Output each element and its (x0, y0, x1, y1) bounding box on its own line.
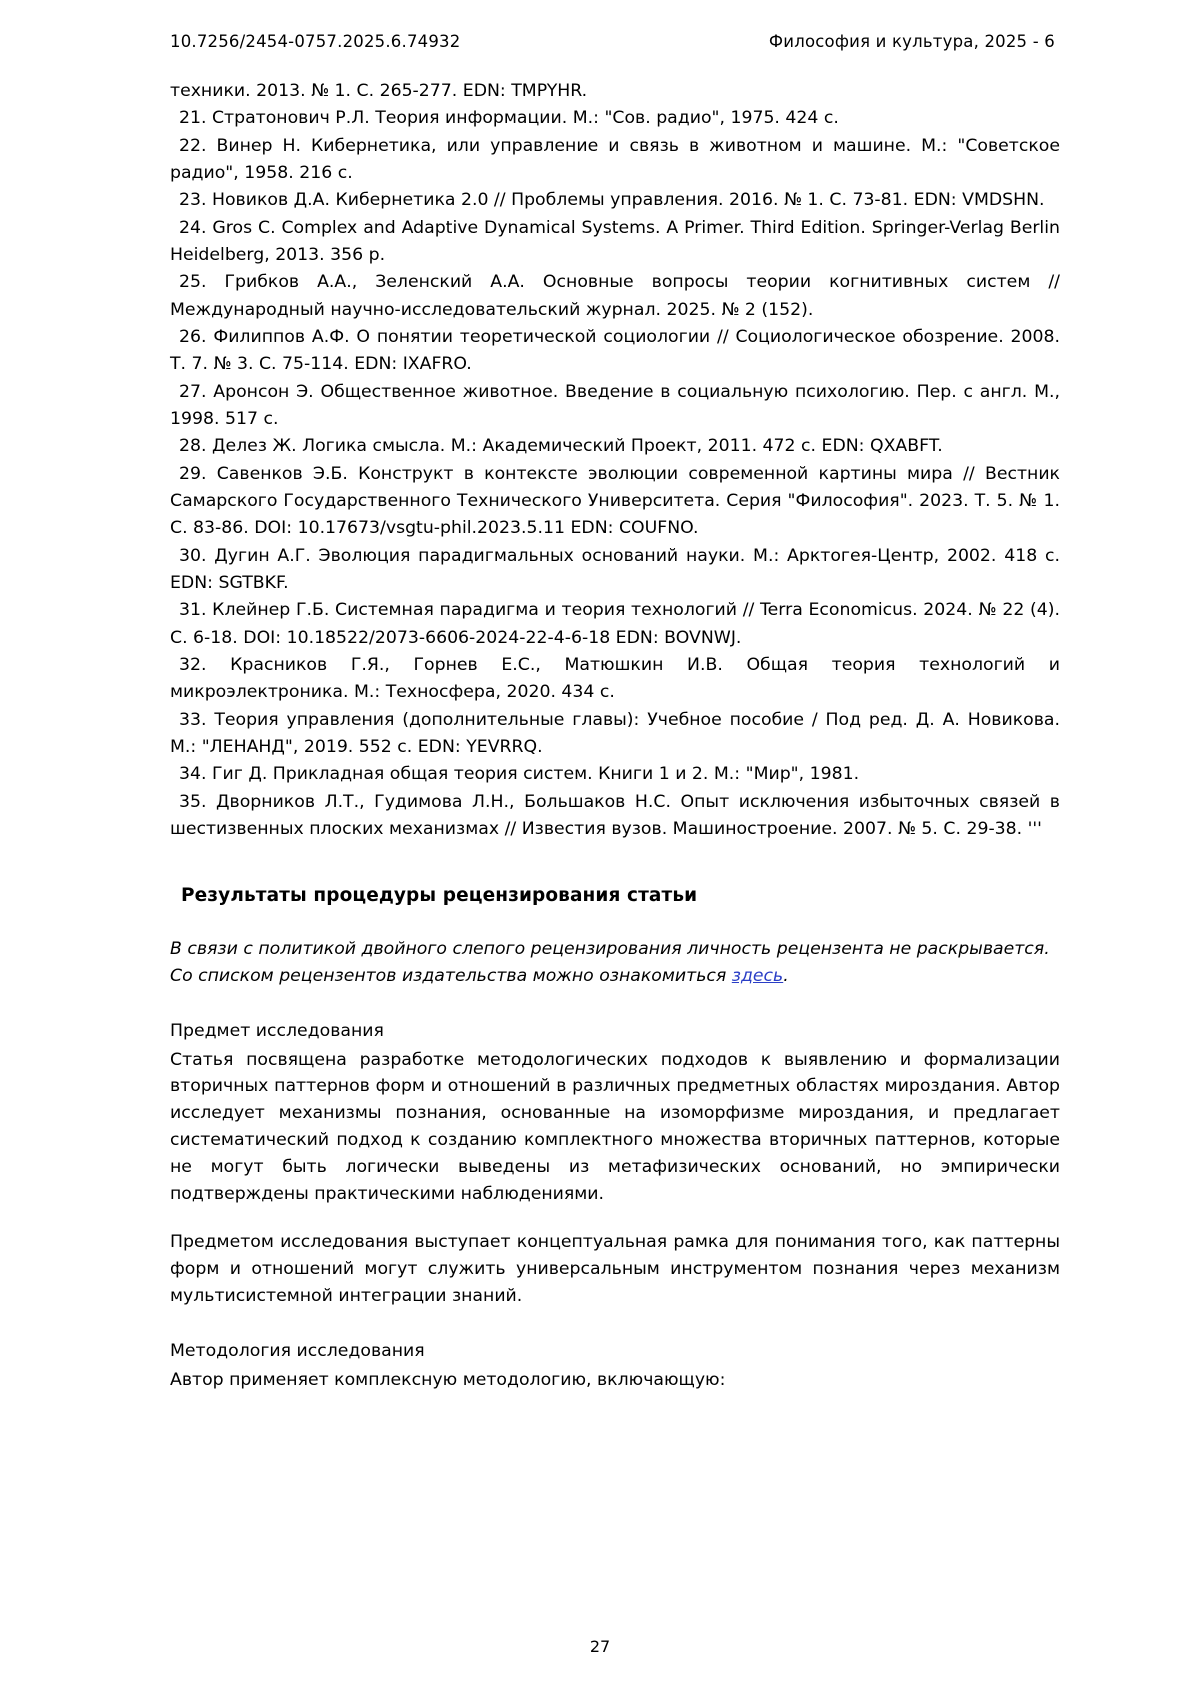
page-content (170, 78, 1060, 1393)
reference-item: 32. Красников Г.Я., Горнев Е.С., Матюшкин И.В. Общая теория технологий и микроэлектроника. М.: Техносфера, 2020. 434 с. (170, 654, 1060, 703)
reference-item: 23. Новиков Д.А. Кибернетика 2.0 // Проблемы управления. 2016. № 1. С. 73-81. EDN: VMDSHN. (179, 190, 1045, 211)
subject-section (170, 1018, 1060, 1310)
reference-item: 31. Клейнер Г.Б. Системная парадигма и теория технологий // Terra Economicus. 2024. № 22 (4). С. 6-18. DOI: 10.18522/2073-6606-2024-22-4-6-18 EDN: BOVNWJ. (170, 600, 1060, 648)
reference-item: 34. Гиг Д. Прикладная общая теория систем. Книги 1 и 2. М.: "Мир", 1981. (179, 764, 860, 785)
methodology-paragraph-1: Автор применяет комплексную методологию, включающую: (170, 1369, 726, 1390)
reference-item: 33. Теория управления (дополнительные главы): Учебное пособие / Под ред. Д. А. Новикова. М.: "ЛЕНАНД", 2019. 552 с. EDN: YEVRRQ. (170, 709, 1060, 757)
subject-paragraph-1: Статья посвящена разработке методологических подходов к выявлению и формализации вторичных паттернов форм и отношений в различных предметных областях мироздания. Автор исследует механизмы познания, основанные на изоморфизме мироздания, и предлагает систематический подход к созданию комплектного множества вторичных паттернов, которые не могут быть логически выведены из метафизических оснований, но эмпирически подтверждены практическими наблюдениями. (170, 1049, 1060, 1204)
reference-item: 22. Винер Н. Кибернетика, или управление и связь в животном и машине. М.: "Советское радио", 1958. 216 с. (170, 135, 1060, 183)
notice-line-2-text: Со списком рецензентов издательства можно ознакомиться (170, 965, 732, 986)
reference-item: 21. Стратонович Р.Л. Теория информации. М.: "Сов. радио", 1975. 424 с. (179, 108, 839, 129)
page-header (170, 32, 1055, 51)
subject-paragraph-2: Предметом исследования выступает концептуальная рамка для понимания того, как паттерны форм и отношений могут служить универсальным инструментом познания через механизм мультисистемной интеграции знаний. (170, 1232, 1060, 1306)
reference-item: 25. Грибков А.А., Зеленский А.А. Основные вопросы теории когнитивных систем // Международный научно-исследовательский журнал. 2025. № 2 (152). (170, 272, 1060, 320)
reference-item: 28. Делез Ж. Логика смысла. М.: Академический Проект, 2011. 472 с. EDN: QXABFT. (179, 436, 943, 457)
reference-item: 26. Филиппов А.Ф. О понятии теоретической социологии // Социологическое обозрение. 2008. Т. 7. № 3. С. 75-114. EDN: IXAFRO. (170, 326, 1060, 375)
reviewers-list-link[interactable]: здесь (731, 965, 784, 986)
journal-reference: Философия и культура, 2025 - 6 (768, 32, 1055, 51)
notice-line-2-period: . (783, 965, 789, 986)
methodology-section (170, 1338, 1060, 1394)
notice-line-2 (170, 963, 1060, 990)
reference-item: 24. Gros C. Complex and Adaptive Dynamical Systems. A Primer. Third Edition. Springer-Verlag Berlin Heidelberg, 2013. 356 p. (170, 217, 1060, 265)
doi-text: 10.7256/2454-0757.2025.6.74932 (170, 32, 461, 51)
reference-item: 30. Дугин А.Г. Эволюция парадигмальных оснований науки. М.: Арктогея-Центр, 2002. 418 с. EDN: SGTBKF. (170, 545, 1060, 593)
review-notice (170, 936, 1060, 990)
reference-list (170, 78, 1060, 843)
methodology-label: Методология исследования (170, 1340, 425, 1361)
paragraph-gap (170, 1207, 1060, 1229)
page-number: 27 (589, 1637, 611, 1656)
subject-label: Предмет исследования (170, 1020, 384, 1041)
reference-item: 27. Аронсон Э. Общественное животное. Введение в социальную психологию. Пер. с англ. М., 1998. 517 с. (170, 381, 1060, 429)
reference-item: 35. Дворников Л.Т., Гудимова Л.Н., Большаков Н.С. Опыт исключения избыточных связей в шестизвенных плоских механизмах // Известия вузов. Машиностроение. 2007. № 5. С. 29-38. ''' (170, 791, 1060, 839)
notice-line-1: В связи с политикой двойного слепого рецензирования личность рецензента не раскрывается. (170, 939, 1050, 960)
reference-item: техники. 2013. № 1. С. 265-277. EDN: TMPYHR. (170, 81, 588, 101)
section-title: Результаты процедуры рецензирования статьи (181, 885, 698, 907)
reference-item: 29. Савенков Э.Б. Конструкт в контексте эволюции современной картины мира // Вестник Самарского Государственного Технического Университета. Серия "Философия". 2023. Т. 5. № 1. С. 83-86. DOI: 10.17673/vsgtu-phil.2023.5.11 EDN: COUFNO. (170, 463, 1060, 539)
